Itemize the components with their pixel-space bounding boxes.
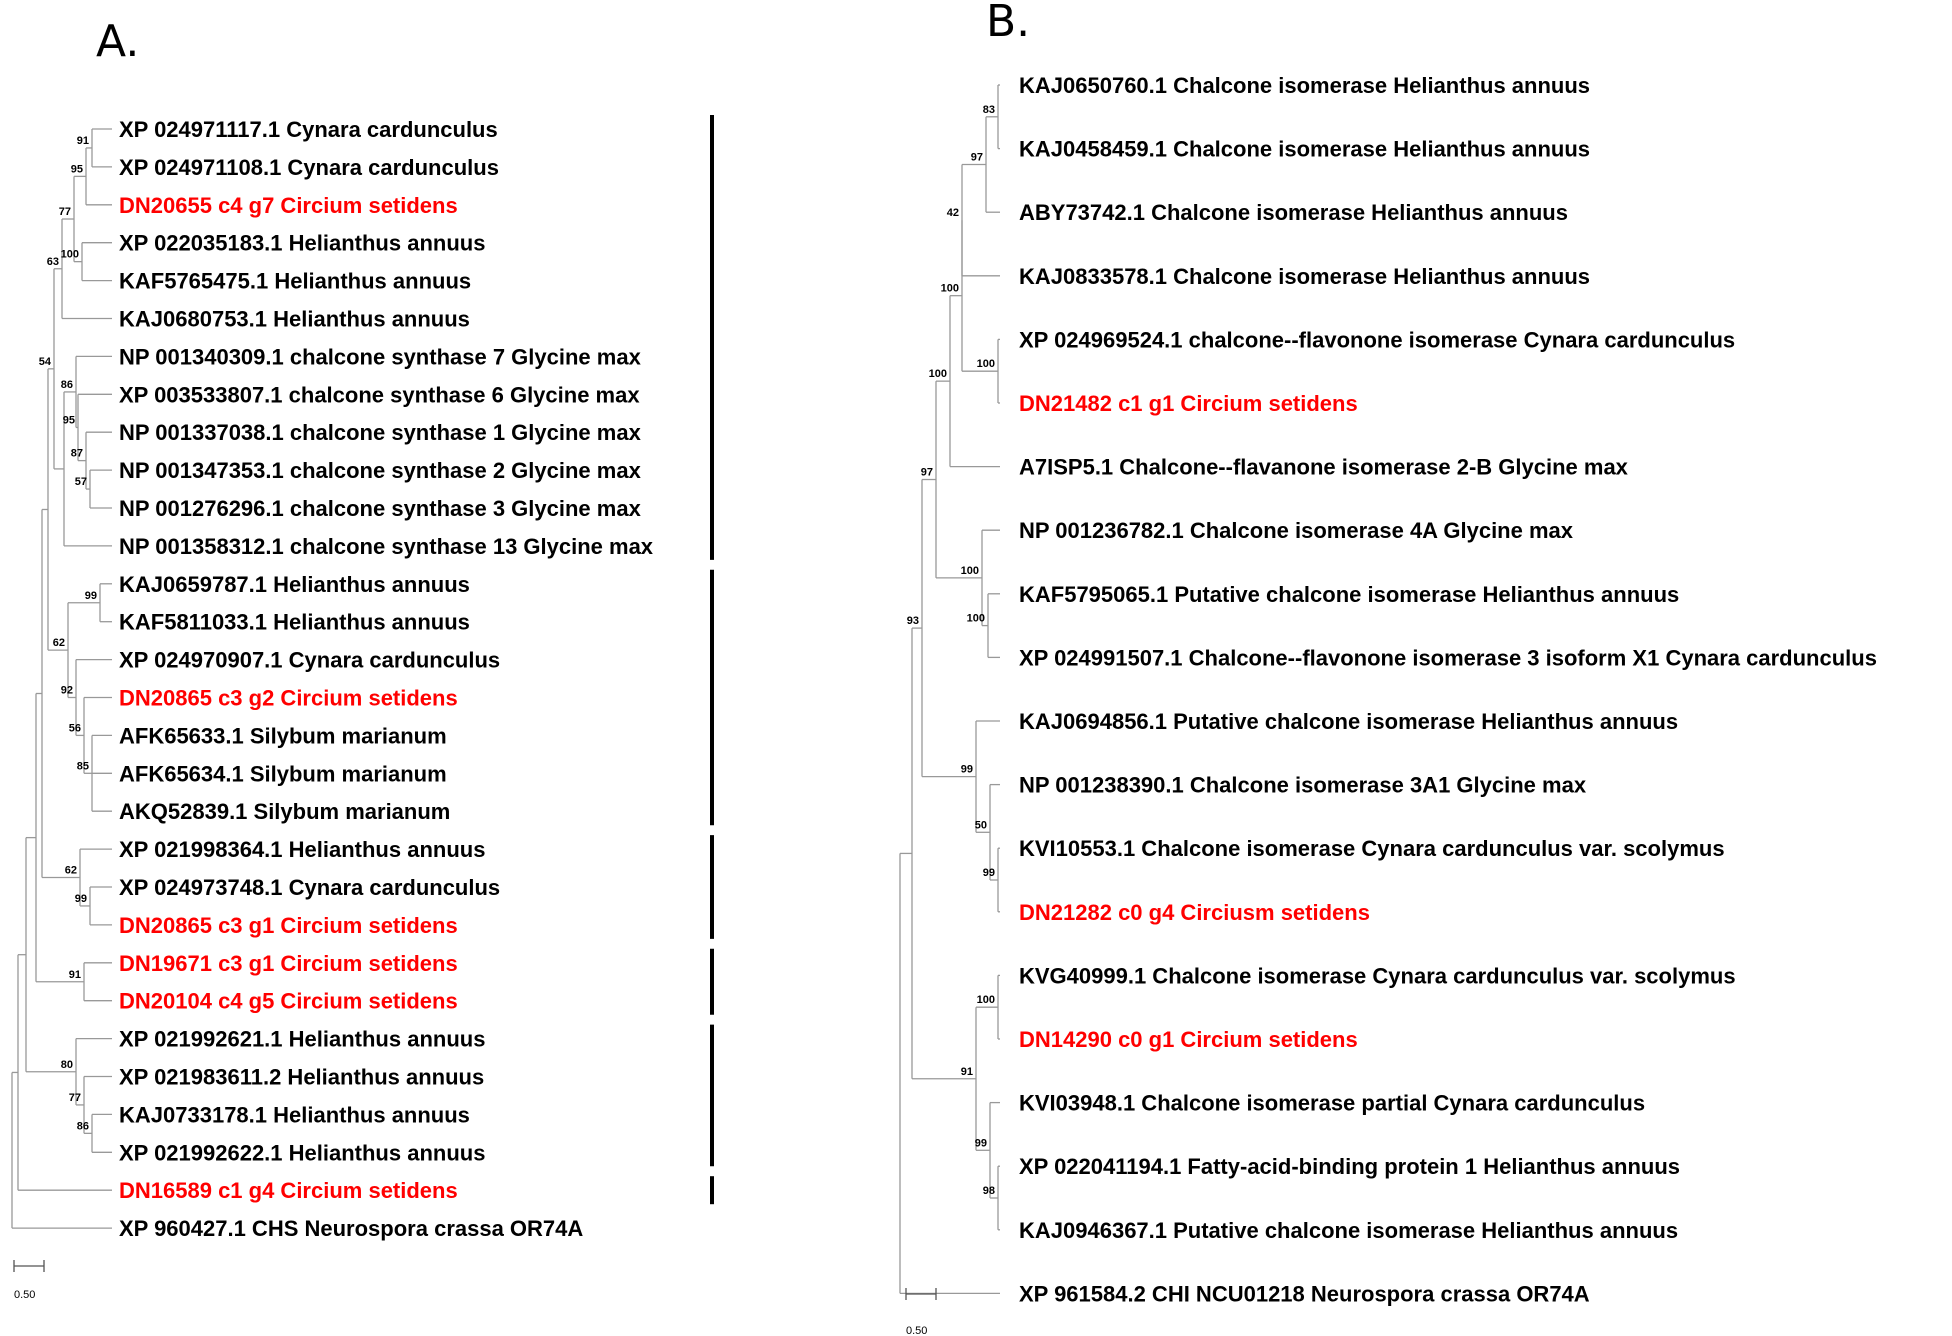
panel-b-bootstrap-value: 100 (966, 612, 985, 625)
panel-a-leaf-label: XP 960427.1 CHS Neurospora crassa OR74A (119, 1216, 584, 1242)
panel-a-scale-bar (14, 1260, 44, 1301)
panel-a-leaf-label: NP 001276296.1 chalcone synthase 3 Glycine max (119, 496, 641, 521)
panel-b-leaf-label: KAJ0833578.1 Chalcone isomerase Helianthus annuus (1019, 263, 1591, 289)
panel-a-bootstrap-value: 95 (62, 414, 75, 427)
panel-b-scale-label: 0.50 (906, 1325, 928, 1336)
panel-b-bootstrap-value: 99 (960, 763, 973, 776)
panel-b-scale-bar (906, 1288, 936, 1336)
panel-a-bootstrap-value: 54 (38, 355, 51, 368)
panel-a-leaf-label: KAF5765475.1 Helianthus annuus (119, 268, 472, 294)
panel-a-leaf-label: NP 001340309.1 chalcone synthase 7 Glycine max (119, 344, 641, 370)
panel-a-leaf-label: DN20655 c4 g7 Circium setidens (119, 192, 458, 218)
panel-b-leaf-label: NP 001238390.1 Chalcone isomerase 3A1 Glycine max (1019, 772, 1587, 798)
panel-b-title: B. (986, 0, 1031, 47)
panel-a-leaf-label: XP 021992621.1 Helianthus annuus (119, 1026, 486, 1052)
panel-a-bootstrap-value: 77 (68, 1091, 81, 1104)
panel-b-leaf-label: XP 024991507.1 Chalcone--flavonone isomerase 3 isoform X1 Cynara cardunculus (1019, 645, 1877, 671)
panel-a-leaf-label: KAJ0733178.1 Helianthus annuus (119, 1102, 470, 1128)
panel-a-bootstrap-value: 62 (64, 864, 77, 877)
panel-a-bootstrap-value: 56 (68, 722, 81, 735)
panel-a-bootstrap-value: 91 (76, 134, 89, 147)
panel-a-leaf-label: DN20104 c4 g5 Circium setidens (119, 988, 458, 1014)
panel-a-bootstrap-value: 77 (58, 206, 71, 219)
panel-a-leaf-label: DN20865 c3 g2 Circium setidens (119, 685, 458, 711)
panel-b-bootstrap-values (907, 104, 995, 1197)
panel-b-bootstrap-value: 100 (976, 358, 995, 371)
panel-b-leaf-label: DN21482 c1 g1 Circium setidens (1019, 391, 1358, 416)
panel-b-leaf-label: KVI10553.1 Chalcone isomerase Cynara cardunculus var. scolymus (1019, 836, 1725, 862)
panel-b-bootstrap-value: 100 (928, 368, 947, 381)
panel-a-leaf-label: AFK65633.1 Silybum marianum (119, 723, 447, 749)
panel-b-leaf-label: XP 022041194.1 Fatty-acid-binding protein 1 Helianthus annuus (1019, 1154, 1680, 1180)
panel-a-bootstrap-value: 57 (74, 476, 87, 489)
panel-a-leaf-label: AKQ52839.1 Silybum marianum (119, 799, 451, 825)
panel-b-bootstrap-value: 91 (960, 1065, 973, 1078)
panel-b-leaf-label: KAJ0946367.1 Putative chalcone isomerase Helianthus annuus (1019, 1217, 1679, 1243)
panel-b-bootstrap-value: 97 (920, 466, 933, 479)
panel-a-leaf-label: DN16589 c1 g4 Circium setidens (119, 1178, 458, 1204)
panel-b-bootstrap-value: 42 (946, 207, 959, 220)
panel-b-bootstrap-value: 98 (982, 1185, 995, 1197)
panel-b-bootstrap-value: 83 (982, 103, 995, 116)
panel-a-scale-label: 0.50 (14, 1289, 36, 1301)
panel-a-bootstrap-value: 62 (52, 637, 65, 650)
panel-a-bootstrap-value: 80 (60, 1058, 73, 1071)
panel-a-leaf-label: AFK65634.1 Silybum marianum (119, 761, 447, 787)
panel-a-bootstrap-value: 100 (60, 248, 79, 261)
panel-b-leaf-label: DN21282 c0 g4 Circiusm setidens (1019, 899, 1370, 925)
panel-b-leaf-label: KVG40999.1 Chalcone isomerase Cynara cardunculus var. scolymus (1019, 963, 1736, 989)
panel-b-leaf-label: XP 961584.2 CHI NCU01218 Neurospora crassa OR74A (1019, 1281, 1590, 1307)
panel-b-bootstrap-value: 93 (906, 615, 919, 628)
panel-b-branches (900, 85, 1000, 1293)
panel-b-leaf-label: KAJ0694856.1 Putative chalcone isomerase Helianthus annuus (1019, 709, 1679, 734)
panel-a-title: A. (96, 16, 140, 67)
panel-a-bootstrap-value: 63 (46, 255, 59, 268)
panel-a-bootstrap-value: 86 (76, 1120, 89, 1133)
panel-a-bootstrap-value: 99 (84, 589, 97, 602)
panel-b-leaf-label: KAJ0458459.1 Chalcone isomerase Helianthus annuus (1019, 136, 1591, 162)
panel-b-bootstrap-value: 100 (940, 282, 959, 295)
panel-a-leaf-label: XP 021998364.1 Helianthus annuus (119, 837, 486, 863)
panel-a-leaf-label: XP 024971108.1 Cynara cardunculus (119, 154, 499, 180)
panel-a-bootstrap-value: 85 (76, 760, 89, 773)
panel-b-leaf-label: NP 001236782.1 Chalcone isomerase 4A Glycine max (1019, 518, 1573, 544)
panel-b-leaf-label: XP 024969524.1 chalcone--flavonone isomerase Cynara cardunculus (1019, 327, 1736, 353)
panel-a-leaf-label: XP 022035183.1 Helianthus annuus (119, 230, 486, 256)
panel-a-leaf-label: XP 003533807.1 chalcone synthase 6 Glycine max (119, 382, 640, 408)
panel-b-bootstrap-value: 99 (982, 867, 995, 879)
panel-a-bootstrap-value: 91 (68, 968, 81, 981)
panel-a-leaf-label: DN19671 c3 g1 Circium setidens (119, 950, 458, 976)
panel-a-leaf-label: KAF5811033.1 Helianthus annuus (119, 609, 470, 635)
panel-a-leaf-label: NP 001358312.1 chalcone synthase 13 Glycine max (119, 533, 654, 559)
panel-b-leaf-label: DN14290 c0 g1 Circium setidens (1019, 1027, 1358, 1052)
panel-b-leaves (1019, 73, 1877, 1306)
panel-a-bootstrap-value: 92 (60, 684, 73, 697)
panel-b-leaf-label: KAJ0650760.1 Chalcone isomerase Helianthus annuus (1019, 73, 1591, 98)
panel-a-bootstrap-value: 99 (74, 892, 87, 905)
panel-a-leaf-label: XP 024971117.1 Cynara cardunculus (119, 117, 498, 142)
panel-a-leaf-label: DN20865 c3 g1 Circium setidens (119, 912, 458, 938)
panel-a-leaf-label: NP 001337038.1 chalcone synthase 1 Glycine max (119, 420, 641, 446)
panel-b-leaf-label: KAF5795065.1 Putative chalcone isomerase Helianthus annuus (1019, 581, 1680, 607)
panel-b-leaf-label: ABY73742.1 Chalcone isomerase Helianthus annuus (1019, 200, 1568, 226)
panel-b-bootstrap-value: 50 (974, 819, 987, 832)
panel-a-leaf-label: XP 024970907.1 Cynara cardunculus (119, 647, 501, 673)
panel-a-leaves (119, 117, 654, 1241)
panel-b-bootstrap-value: 99 (974, 1137, 987, 1150)
panel-a-bootstrap-value: 86 (60, 378, 73, 391)
panel-a-leaf-label: XP 021992622.1 Helianthus annuus (119, 1140, 486, 1166)
panel-b-bootstrap-value: 97 (970, 151, 983, 164)
panel-a-leaf-label: NP 001347353.1 chalcone synthase 2 Glycine max (119, 458, 641, 484)
panel-b-bootstrap-value: 100 (960, 564, 979, 577)
panel-a-leaf-label: XP 024973748.1 Cynara cardunculus (119, 875, 501, 900)
panel-a-bootstrap-value: 95 (70, 163, 83, 176)
panel-a-bootstrap-value: 87 (70, 447, 83, 460)
panel-a-leaf-label: KAJ0680753.1 Helianthus annuus (119, 306, 470, 332)
panel-b-leaf-label: KVI03948.1 Chalcone isomerase partial Cynara cardunculus (1019, 1090, 1646, 1116)
panel-b-leaf-label: A7ISP5.1 Chalcone--flavanone isomerase 2-B Glycine max (1019, 454, 1628, 480)
panel-a-leaf-label: XP 021983611.2 Helianthus annuus (119, 1064, 485, 1090)
panel-b-bootstrap-value: 100 (976, 994, 995, 1007)
panel-a-leaf-label: KAJ0659787.1 Helianthus annuus (119, 571, 470, 597)
